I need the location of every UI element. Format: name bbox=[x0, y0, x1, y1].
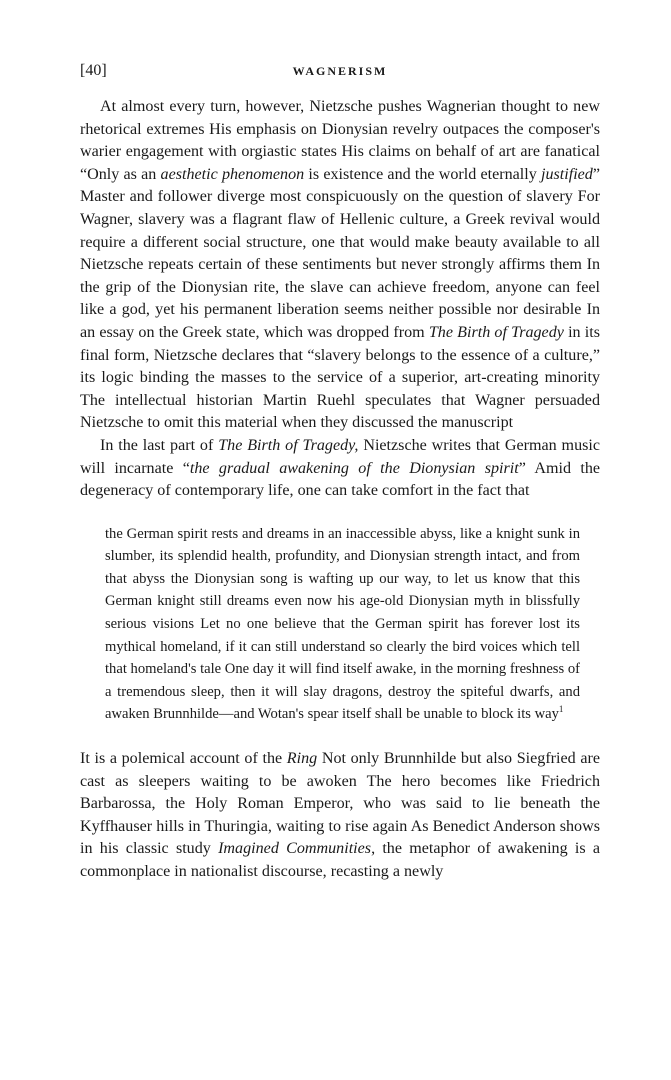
page-header bbox=[80, 62, 600, 88]
italic-run: Ring bbox=[286, 750, 318, 768]
italic-run: the gradual awakening of the Dionysian spirit bbox=[189, 459, 519, 477]
text-run: is existence and the world eternally bbox=[304, 165, 541, 183]
text-run: ” Master and follower diverge most conspicuously on the question of slavery For Wagner, slavery was a flagrant flaw of Hellenic culture, a Greek revival would require a different social structure, one that would make beauty available to all Nietzsche repeats certain of these sentiments but never strongly affirms them In the grip of the Dionysian rite, the slave can achieve freedom, anyone can feel like a god, yet his permanent liberation seems neither possible nor desirable In an essay on the Greek state, which was dropped from bbox=[80, 165, 601, 341]
quote-text bbox=[105, 523, 580, 726]
quote-run: the German spirit rests and dreams in an inaccessible abyss, like a knight sunk in slumber, its splendid health, profundity, and Dionysian strength intact, and from that abyss the Dionysian song is wafting up our way, to let us know that this German knight still dreams even now his age-old Dionysian myth in blissfully serious visions Let no one believe that the German spirit has forever lost its mythical homeland, if it can still understand so clearly the bird voices which tell that homeland's tale One day it will find itself awake, in the morning freshness of a tremendous sleep, then it will slay dragons, destroy the spiteful dwarfs, and awaken Brunnhilde—and Wotan's spear itself shall be unable to block its way bbox=[105, 525, 580, 723]
paragraph bbox=[80, 96, 600, 435]
text-run: Nietzsche writes that German music will incarnate “ bbox=[80, 436, 600, 477]
paragraph bbox=[80, 435, 600, 503]
text-run: ” Amid the degeneracy of contemporary life, one can take comfort in the fact that bbox=[80, 459, 601, 500]
page-number: [40] bbox=[80, 62, 107, 79]
text-run: , the metaphor of awakening is a commonplace in nationalist discourse, recasting a newly bbox=[80, 840, 601, 880]
text-run: in its final form, Nietzsche declares that “slavery belongs to the essence of a culture,” its logic binding the masses to the service of a superior, art-creating minority The intellectual historian Martin Ruehl speculates that Wagner persuaded Nietzsche to omit this material when they discussed the manuscript bbox=[80, 323, 600, 432]
running-head: WAGNERISM bbox=[292, 64, 388, 78]
text-run: In the last part of bbox=[100, 436, 219, 454]
block-quote bbox=[105, 523, 580, 726]
italic-run: justified bbox=[541, 165, 593, 183]
book-page bbox=[80, 62, 600, 884]
italic-run: The Birth of Tragedy, bbox=[218, 436, 359, 454]
italic-run: The Birth of Tragedy bbox=[428, 323, 564, 341]
text-run: At almost every turn, however, Nietzsche pushes Wagnerian thought to new rhetorical extremes His emphasis on Dionysian revelry outpaces the composer's warier engagement with orgiastic states His claims on behalf of art are fanatical “Only as an bbox=[80, 98, 600, 183]
body-text bbox=[80, 96, 600, 884]
paragraph bbox=[80, 748, 600, 884]
text-run: It is a polemical account of the bbox=[80, 750, 287, 768]
italic-run: aesthetic phenomenon bbox=[160, 165, 305, 183]
footnote-marker[interactable]: 1 bbox=[558, 704, 564, 715]
italic-run: Imagined Communities bbox=[218, 840, 372, 858]
text-run: Not only Brunnhilde but also Siegfried are cast as sleepers waiting to be awoken The hero becomes like Friedrich Barbarossa, the Holy Roman Emperor, who was said to lie beneath the Kyffhauser hills in Thuringia, waiting to rise again As Benedict Anderson shows in his classic study bbox=[80, 750, 600, 858]
